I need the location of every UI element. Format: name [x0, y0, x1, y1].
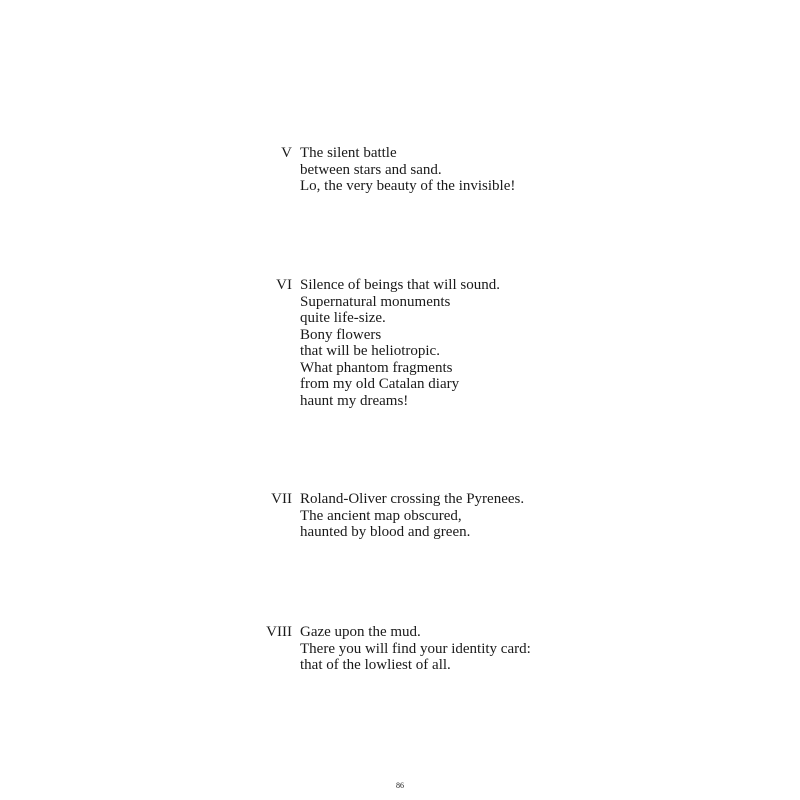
- stanza-lines: [300, 624, 600, 674]
- stanza-v: [240, 145, 600, 195]
- poem-line: There you will find your identity card:: [300, 640, 531, 657]
- poem-line: Gaze upon the mud.: [300, 624, 421, 640]
- poem-line: Supernatural monuments: [300, 293, 451, 310]
- stanza-numeral: VIII: [266, 624, 292, 640]
- stanza-numeral: V: [281, 145, 292, 161]
- stanza-numeral: VI: [276, 277, 292, 293]
- poem-line: from my old Catalan diary: [300, 376, 460, 392]
- poem-line: haunt my dreams!: [300, 392, 409, 409]
- poem-line: The ancient map obscured,: [300, 507, 462, 524]
- stanza-viii: [240, 624, 600, 674]
- poem-line: The silent battle: [300, 145, 397, 161]
- stanza-vii: [240, 491, 600, 541]
- poem-line: that of the lowliest of all.: [300, 657, 451, 673]
- stanza-lines: [300, 491, 600, 541]
- page-number: 86: [396, 781, 404, 790]
- stanza-vi: [240, 277, 600, 409]
- poem-line: that will be heliotropic.: [300, 343, 440, 359]
- poem-line: What phantom fragments: [300, 359, 453, 376]
- poem-line: between stars and sand.: [300, 161, 442, 178]
- poem-line: quite life-size.: [300, 310, 386, 326]
- poem-line: Lo, the very beauty of the invisible!: [300, 178, 516, 194]
- poem-line: Silence of beings that will sound.: [300, 277, 500, 293]
- poem-line: Roland-Oliver crossing the Pyrenees.: [300, 491, 525, 507]
- stanza-lines: [300, 145, 600, 195]
- poem-line: Bony flowers: [300, 326, 382, 343]
- stanza-numeral: VII: [271, 491, 292, 507]
- stanza-lines: [300, 277, 600, 409]
- poem-line: haunted by blood and green.: [300, 524, 471, 540]
